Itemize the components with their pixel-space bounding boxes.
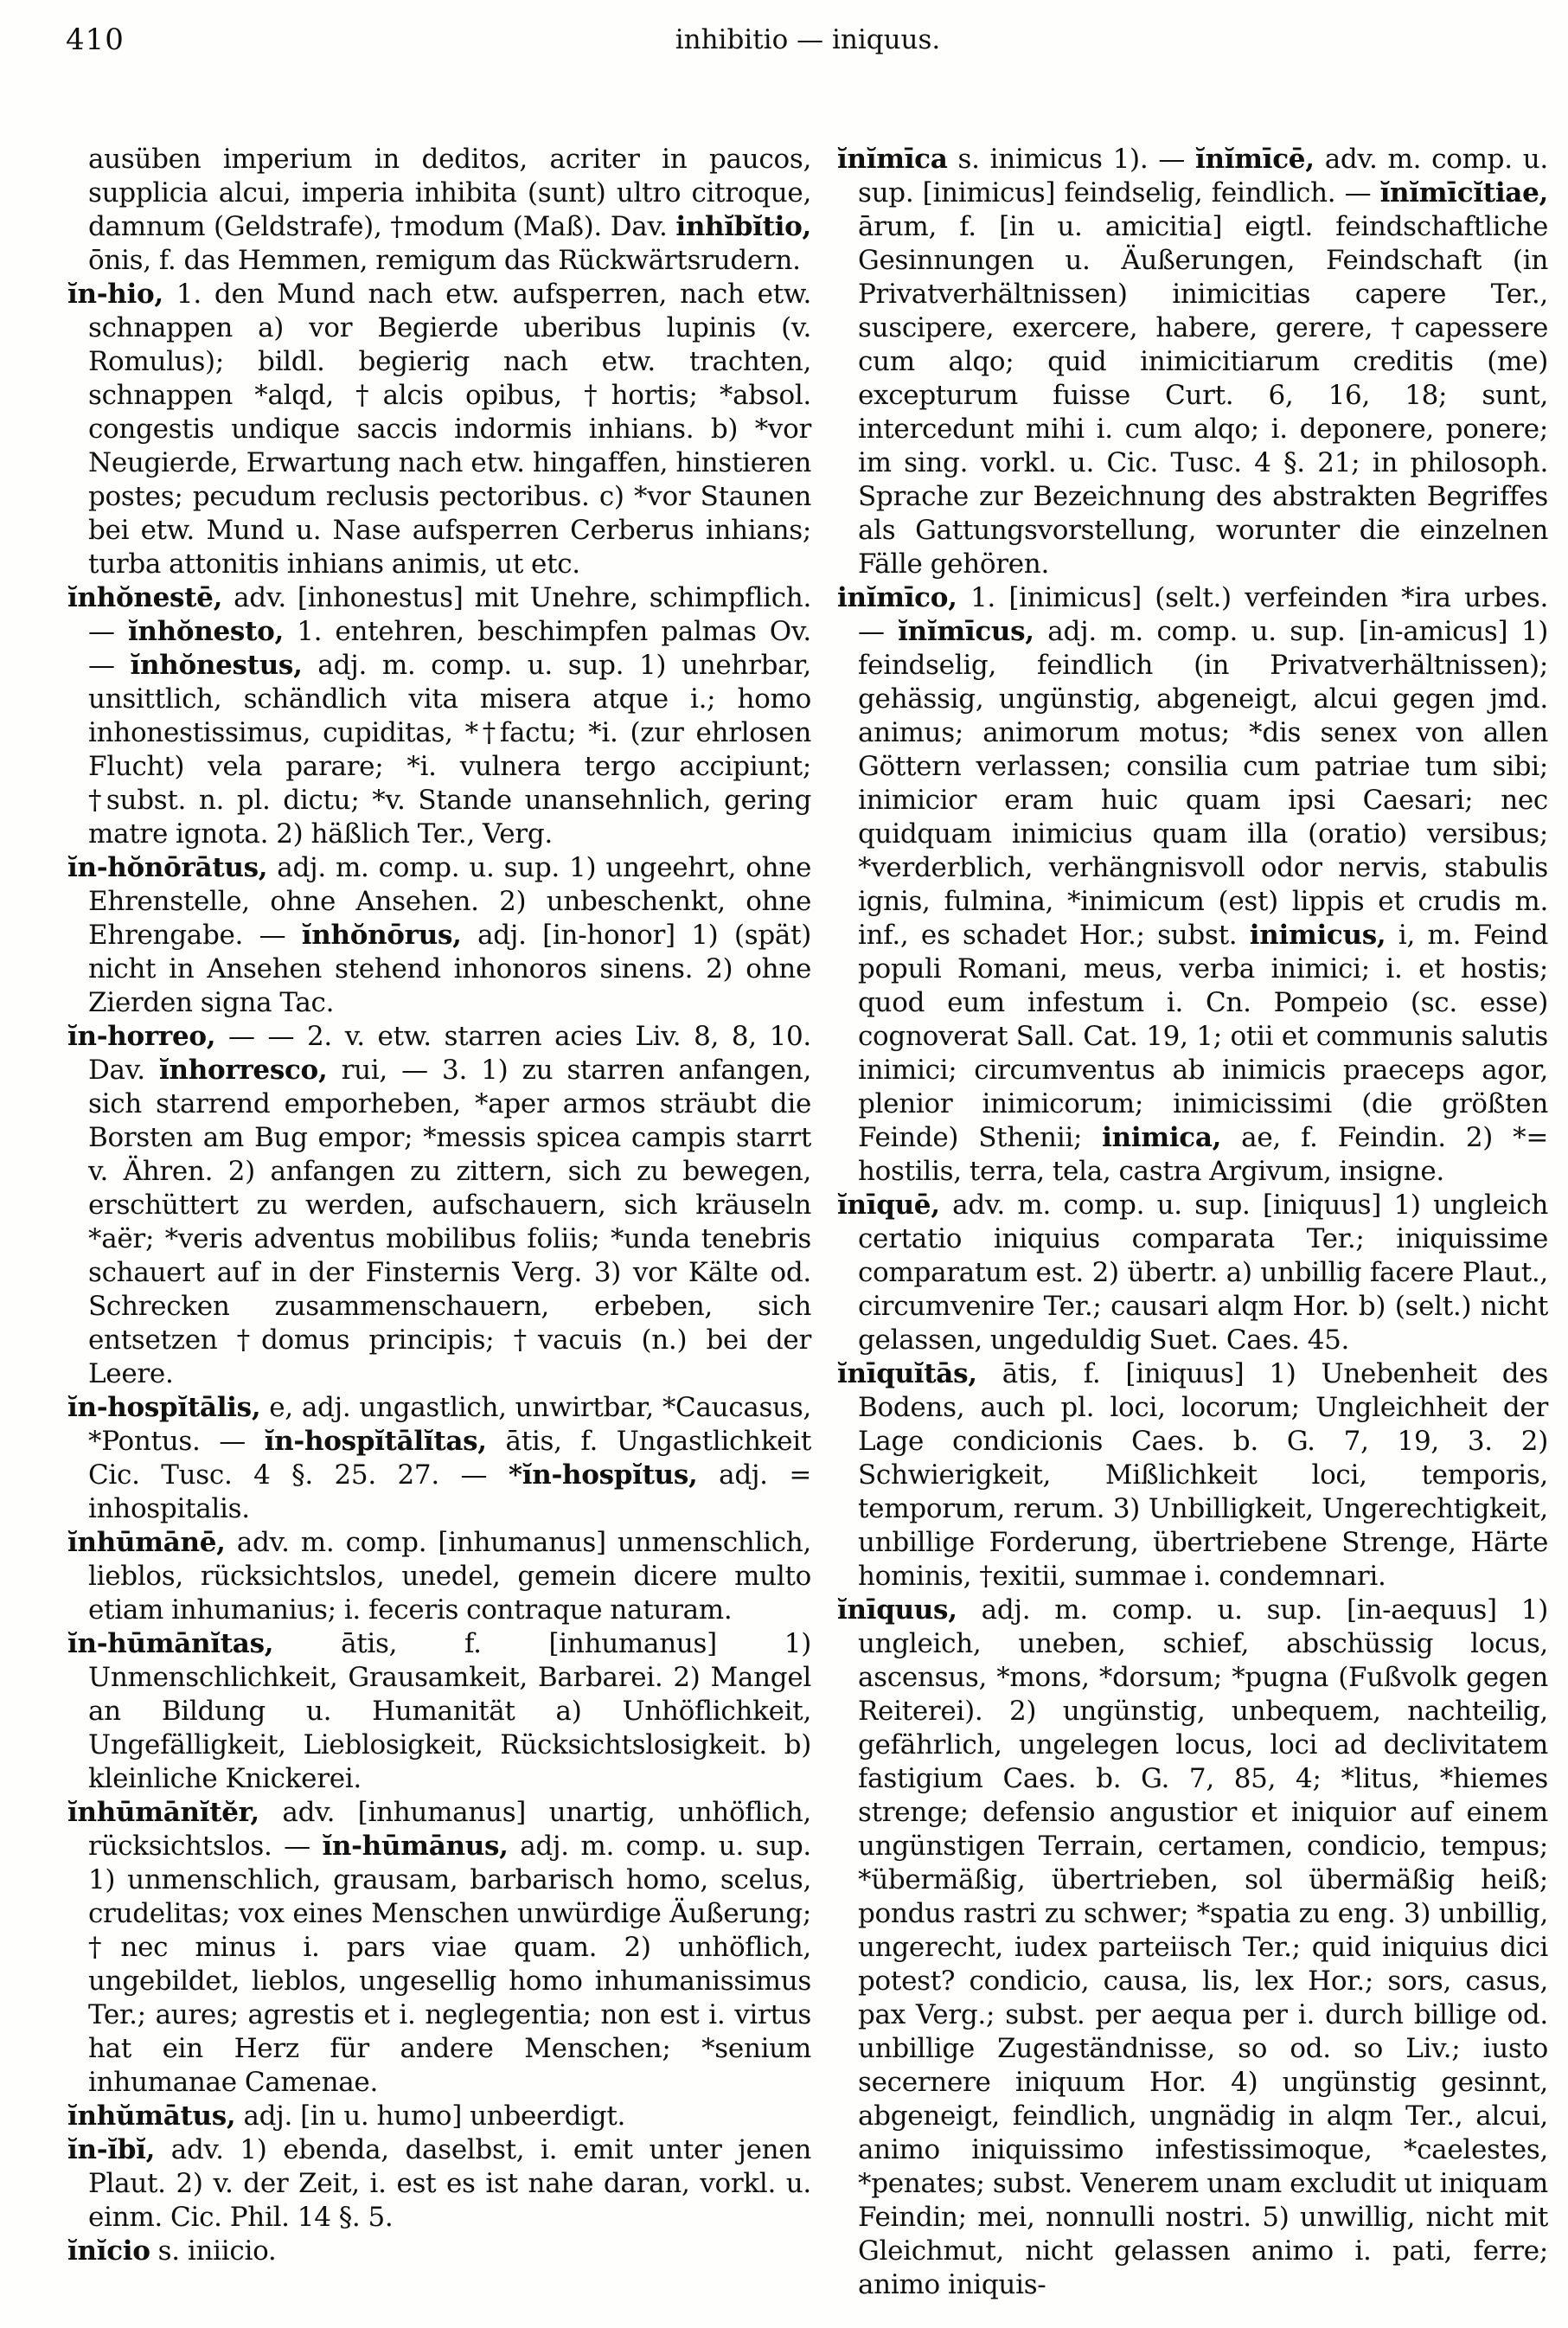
dictionary-entry (67, 1627, 811, 1796)
entry-headword: ĭn-horreo, (67, 1021, 216, 1052)
entry-headword: ĭnhūmānĭtĕr, (67, 1797, 259, 1828)
entry-text: s. iniicio. (150, 2235, 277, 2267)
entry-continuation (67, 143, 811, 278)
dictionary-entry (837, 1189, 1548, 1357)
entry-text: 1. den Mund nach etw. aufsperren, nach etw. schnappen a) vor Begierde uberibus lupinis (v. Romulus); bildl. begierig nach etw. trachten, schnappen *alqd, †alcis opibus, †hortis; *absol. congestis undique saccis indormis inhians. b) *vor Neugierde, Erwartung nach etw. hingaffen, hinstieren postes; pecudum reclusis pectoribus. c) *vor Staunen bei etw. Mund u. Nase aufsperren Cerberus inhians; turba attonitis inhians animis, ut etc. (88, 279, 811, 580)
entry-text: ātis, f. Ungastlichkeit Cic. Tusc. 4 §. 25. 27. — (88, 1426, 811, 1491)
entry-text: ātis, f. [inhumanus] 1) Unmenschlichkeit, Grausamkeit, Barbarei. 2) Mangel an Bildung u. Humanität a) Unhöflichkeit, Ungefälligkeit, Lieblosigkeit, Rücksichtslosigkeit. b) kleinliche Knickerei. (88, 1628, 811, 1794)
entry-headword: ĭnhūmānē, (67, 1527, 226, 1558)
entry-headword: ĭnhŭmātus, (67, 2100, 236, 2132)
entry-text: — — 2. v. etw. starren acies Liv. 8, 8, 10. Dav. (88, 1021, 811, 1086)
entry-headword: ĭn-hospĭtālis, (67, 1392, 261, 1423)
entry-text: adj. [in-honor] 1) (spät) nicht in Ansehen stehend inhonoros sinens. 2) ohne Zierden signa Tac. (88, 920, 811, 1018)
entry-headword: ĭnĭcio (67, 2235, 150, 2267)
entry-text: s. inimicus 1). — (947, 144, 1196, 175)
entry-headword: ĭnĭmīcē, (1195, 144, 1315, 175)
dictionary-entry (67, 581, 811, 851)
entry-headword: *ĭn-hospĭtus, (508, 1459, 698, 1491)
entry-text: rui, — 3. 1) zu starren anfangen, sich starrend emporheben, *aper armos sträubt die Borsten am Bug empor; *messis spicea campis starrt v. Ähren. 2) anfangen zu zittern, sich zu bewegen, erschüttert zu werden, aufschauern, sich kräuseln *aër; *veris adventus mobilibus foliis; *unda tenebris schauert auf in der Finsternis Verg. 3) vor Kälte od. Schrecken zusammenschauern, erbeben, sich entsetzen †domus principis; †vacuis (n.) bei der Leere. (88, 1055, 811, 1389)
entry-text: adv. 1) ebenda, daselbst, i. emit unter jenen Plaut. 2) v. der Zeit, i. est es ist nahe daran, vorkl. u. einm. Cic. Phil. 14 §. 5. (88, 2134, 811, 2233)
entry-headword: inĭmīco, (837, 582, 957, 613)
entry-text: ārum, f. [in u. amicitia] eigtl. feindschaftliche Gesinnungen u. Äußerungen, Feindschaft (in Privatverhältnissen) inimicitias capere Ter., suscipere, exercere, habere, gerere, †capessere cum alqo; quid inimicitiarum creditis (me) excepturum fuisse Curt. 6, 16, 18; sunt, intercedunt mihi i. cum alqo; i. deponere, ponere; im sing. vorkl. u. Cic. Tusc. 4 §. 21; in philosoph. Sprache zur Bezeichnung des abstrakten Begriffes als Gattungsvorstellung, worunter die einzelnen Fälle gehören. (858, 211, 1548, 580)
entry-text: adv. m. comp. [inhumanus] unmenschlich, lieblos, rücksichtslos, unedel, gemein dicere multo etiam inhumanius; i. feceris contraque naturam. (88, 1527, 811, 1626)
entry-headword: inhĭbĭtio, (675, 211, 811, 242)
entry-headword: ĭnĭmīcus, (898, 616, 1034, 647)
entry-text: e, adj. ungastlich, unwirtbar, *Caucasus, *Pontus. — (88, 1392, 811, 1457)
dictionary-entry (67, 1796, 811, 2100)
dictionary-entry (67, 1391, 811, 1526)
entry-text: adv. m. comp. u. sup. [iniquus] 1) ungleich certatio iniquius comparata Ter.; iniquissime comparatum est. 2) übertr. a) unbillig facere Plaut., circumvenire Ter.; causari alqm Hor. b) (selt.) nicht gelassen, ungeduldig Suet. Caes. 45. (858, 1190, 1548, 1356)
entry-headword: ĭnhŏnestē, (67, 582, 223, 613)
dictionary-entry (67, 278, 811, 581)
dictionary-entry (67, 1526, 811, 1627)
entry-text: adj. m. comp. u. sup. 1) unehrbar, unsittlich, schändlich vita misera atque i.; homo inhonestissimus, cupiditas, *†factu; *i. (zur ehrlosen Flucht) vela parare; *i. vulnera tergo accipiunt; †subst. n. pl. dictu; *v. Stande unansehnlich, gering matre ignota. 2) häßlich Ter., Verg. (88, 650, 811, 850)
entry-headword: ĭnīquē, (837, 1190, 940, 1221)
entry-text: 1. [inimicus] (selt.) verfeinden *ira urbes. — (858, 582, 1548, 647)
entry-headword: ĭnhŏnōrus, (301, 920, 462, 951)
dictionary-entry (837, 143, 1548, 581)
dictionary-entry (837, 1594, 1548, 2302)
entry-text: ātis, f. [iniquus] 1) Unebenheit des Bodens, auch pl. loci, locorum; Ungleichheit der Lage condicionis Caes. b. G. 7, 19, 3. 2) Schwierigkeit, Mißlichkeit loci, temporis, temporum, rerum. 3) Unbilligkeit, Ungerechtigkeit, unbillige Forderung, übertriebene Strenge, Härte hominis, †exitii, summae i. condemnari. (858, 1358, 1548, 1592)
dictionary-entry (67, 1020, 811, 1391)
text-columns (67, 143, 1548, 2302)
entry-text: adj. m. comp. u. sup. 1) ungeehrt, ohne Ehrenstelle, ohne Ansehen. 2) unbeschenkt, ohne Ehrengabe. — (88, 852, 811, 951)
entry-text: adv. [inhonestus] mit Unehre, schimpflich. — (88, 582, 811, 647)
entry-text: adv. m. comp. u. sup. [inimicus] feindselig, feindlich. — (858, 144, 1548, 208)
entry-headword: ĭn-hūmānus, (322, 1831, 509, 1862)
dictionary-entry (67, 2235, 811, 2268)
entry-text: adv. [inhumanus] unartig, unhöflich, rücksichtslos. — (88, 1797, 811, 1862)
dictionary-entry (67, 851, 811, 1020)
entry-text: ae, f. Feindin. 2) *= hostilis, terra, tela, castra Argivum, insigne. (858, 1122, 1548, 1187)
entry-headword: inimicus, (1249, 920, 1386, 951)
entry-headword: ĭn-hūmānĭtas, (67, 1628, 274, 1659)
entry-headword: inimica, (1102, 1122, 1222, 1153)
dictionary-entry (837, 1357, 1548, 1594)
entry-headword: ĭnīquĭtās, (837, 1358, 977, 1389)
entry-text: adj. m. comp. u. sup. 1) unmenschlich, grausam, barbarisch homo, scelus, crudelitas; vox eines Menschen unwürdige Äußerung; †nec minus i. pars viae quam. 2) unhöflich, ungebildet, lieblos, ungesellig homo inhumanissimus Ter.; aures; agrestis et i. neglegentia; non est i. virtus hat ein Herz für andere Menschen; *senium inhumanae Camenae. (88, 1831, 811, 2098)
entry-headword: ĭn-hio, (67, 279, 163, 310)
entry-headword: ĭnĭmīcĭtiae, (1379, 177, 1548, 208)
entry-text: adj. m. comp. u. sup. [in-aequus] 1) ungleich, uneben, schief, abschüssig locus, ascensus, *mons, *dorsum; *pugna (Fußvolk gegen Reiterei). 2) ungünstig, unbequem, nachteilig, gefährlich, ungelegen locus, loci ad declivitatem fastigium Caes. b. G. 7, 85, 4; *litus, *hiemes strenge; defensio angustior et iniquior auf einem ungünstigen Terrain, certamen, condicio, tempus; *übermäßig, übertrieben, sol übermäßig heiß; pondus rastri zu schwer; *spatia zu eng. 3) unbillig, ungerecht, iudex parteiisch Ter.; quid iniquius dici potest? condicio, causa, lis, lex Hor.; sors, casus, pax Verg.; subst. per aequa per i. durch billige od. unbillige Zugeständnisse, so od. so Liv.; iusto secernere iniquum Hor. 4) ungünstig gesinnt, abgeneigt, feindlich, ungnädig in alqm Ter., alcui, animo iniquissimo infestissimoque, *caelestes, *penates; subst. Venerem unam excludit ut iniquam Feindin; mei, nonnulli nostri. 5) unwillig, nicht mit Gleichmut, nicht gelassen animo i. pati, ferre; animo iniquis- (858, 1594, 1548, 2300)
entry-text: adj. = inhospitalis. (88, 1459, 811, 1524)
dictionary-entry (67, 2133, 811, 2235)
entry-text: i, m. Feind populi Romani, meus, verba inimici; i. et hostis; quod eum infestum i. Cn. Pompeio (sc. esse) cognoverat Sall. Cat. 19, 1; otii et communis salutis inimici; circumventus ab inimicis praeceps agor, plenior inimicorum; inimicissimi (die größten Feinde) Sthenii; (858, 920, 1548, 1153)
column-left (67, 143, 811, 2302)
entry-headword: ĭnhŏnesto, (127, 616, 284, 647)
entry-headword: ĭn-hŏnōrātus, (67, 852, 268, 883)
page-number: 410 (66, 22, 125, 57)
entry-headword: ĭnhŏnestus, (130, 650, 303, 681)
entry-text: adj. [in u. humo] unbeerdigt. (235, 2100, 626, 2132)
entry-headword: ĭn-ĭbĭ, (67, 2134, 156, 2165)
running-header: inhibitio — iniquus. (675, 24, 941, 55)
entry-text: 1. entehren, beschimpfen palmas Ov. — (88, 616, 811, 681)
dictionary-entry (837, 581, 1548, 1189)
entry-headword: ĭnhorresco, (159, 1055, 328, 1086)
dictionary-entry (67, 2100, 811, 2133)
entry-headword: ĭnĭmīca (837, 144, 948, 175)
entry-headword: ĭn-hospĭtālĭtas, (264, 1426, 487, 1457)
entry-text: ōnis, f. das Hemmen, remigum das Rückwärtsrudern. (88, 245, 801, 276)
entry-headword: ĭnīquus, (837, 1594, 957, 1626)
column-right (837, 143, 1548, 2302)
entry-text: adj. m. comp. u. sup. [in-amicus] 1) feindselig, feindlich (in Privatverhältnissen); gehässig, ungünstig, abgeneigt, alcui gegen jmd. animus; animorum motus; *dis senex von allen Göttern verlassen; consilia cum patriae tum sibi; inimicior eram huic quam ipsi Caesari; nec quidquam inimicius quam illa (oratio) versibus; *verderblich, verhängnisvoll odor nervis, stabulis ignis, fulmina, *inimicum (est) lippis et crudis m. inf., es schadet Hor.; subst. (858, 616, 1548, 951)
entry-text: ausüben imperium in deditos, acriter in paucos, supplicia alcui, imperia inhibita (sunt) ultro citroque, damnum (Geldstrafe), †modum (Maß). Dav. (88, 144, 811, 242)
